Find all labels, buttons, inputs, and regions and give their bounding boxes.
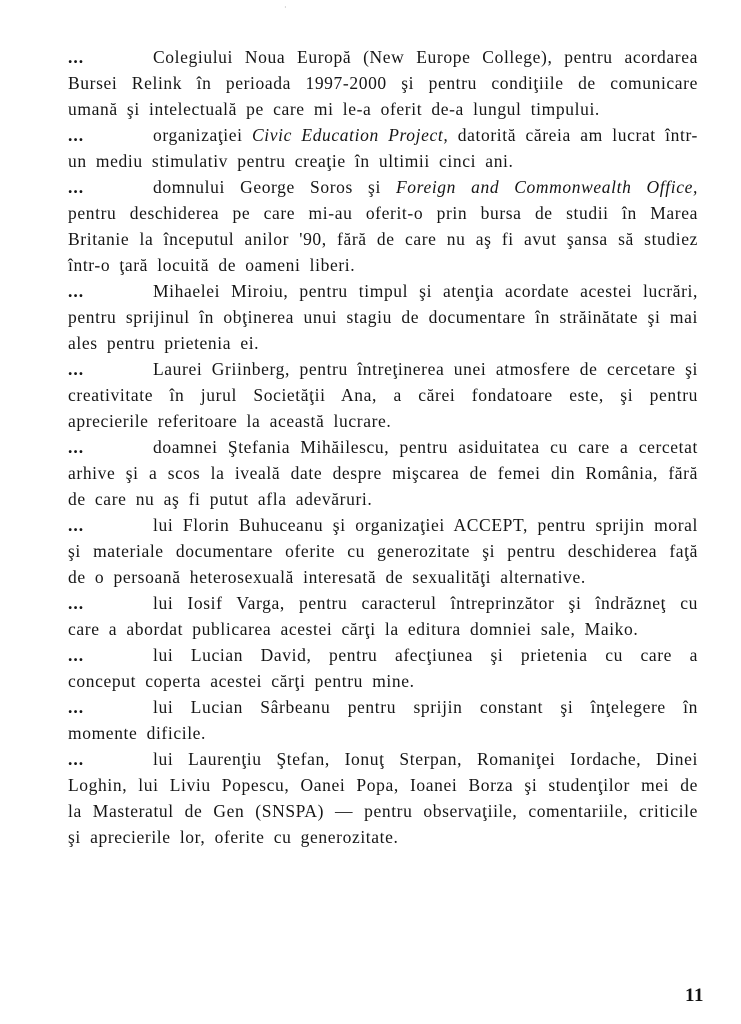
acknowledgment-paragraph (68, 44, 698, 122)
paragraph-text: lui Lucian David, pentru afecţiunea şi prietenia cu care a conceput coperta acestei cărţi pentru mine. (68, 645, 698, 691)
acknowledgment-paragraph (68, 122, 698, 174)
acknowledgment-paragraph (68, 278, 698, 356)
ellipsis-leader: ... (68, 645, 85, 665)
acknowledgments-text-block (68, 44, 698, 850)
acknowledgment-paragraph (68, 642, 698, 694)
paragraph-text: lui Laurenţiu Ştefan, Ionuţ Sterpan, Romaniţei Iordache, Dinei Loghin, lui Liviu Popescu, Oanei Popa, Ioanei Borza şi studenţilor mei de la Masteratul de Gen (SNSPA) — pentru observaţiile, comentariile, criticile şi aprecierile lor, oferite cu generozitate. (68, 749, 698, 847)
acknowledgment-paragraph (68, 356, 698, 434)
paragraph-text: datorită căreia am lucrat într-un mediu stimulativ pentru creaţie în ultimii cinci ani. (68, 125, 698, 171)
italic-phrase: Foreign and Commonwealth Office, (396, 177, 698, 197)
ellipsis-leader: ... (68, 125, 85, 145)
ellipsis-leader: ... (68, 593, 85, 613)
paragraph-text: Mihaelei Miroiu, pentru timpul şi atenţia acordate acestei lucrări, pentru sprijinul în obţinerea unui stagiu de documentare în străinătate şi mai ales pentru prietenia ei. (68, 281, 698, 353)
ellipsis-leader: ... (68, 281, 85, 301)
ellipsis-leader: ... (68, 697, 85, 717)
ellipsis-leader: ... (68, 359, 85, 379)
acknowledgment-paragraph (68, 434, 698, 512)
ellipsis-leader: ... (68, 177, 85, 197)
italic-phrase: Civic Education Project, (252, 125, 449, 145)
ellipsis-leader: ... (68, 749, 85, 769)
scan-artifact-dot: · (284, 3, 287, 12)
acknowledgment-paragraph (68, 590, 698, 642)
acknowledgment-paragraph (68, 512, 698, 590)
acknowledgment-paragraph (68, 694, 698, 746)
paragraph-text: Laurei Griinberg, pentru întreţinerea unei atmosfere de cercetare şi creativitate în jurul Societăţii Ana, a cărei fondatoare este, şi pentru aprecierile referitoare la această lucrare. (68, 359, 698, 431)
acknowledgment-paragraph (68, 174, 698, 278)
paragraph-text: lui Iosif Varga, pentru caracterul întreprinzător şi îndrăzneţ cu care a abordat publicarea acestei cărţi la editura domniei sale, Maiko. (68, 593, 698, 639)
paragraph-text: organizaţiei (153, 125, 253, 145)
acknowledgment-paragraph (68, 746, 698, 850)
paragraph-text: Colegiului Noua Europă (New Europe College), pentru acordarea Bursei Relink în perioada 1997-2000 şi pentru condiţiile de comunicare umană şi intelectuală pe care mi le-a oferit de-a lungul timpului. (68, 47, 698, 119)
ellipsis-leader: ... (68, 515, 85, 535)
paragraph-text: lui Lucian Sârbeanu pentru sprijin constant şi înţelegere în momente dificile. (68, 697, 698, 743)
paragraph-text: pentru deschiderea pe care mi-au oferit-o prin bursa de studii în Marea Britanie la începutul anilor '90, fără de care nu aş fi avut şansa să studiez într-o ţară locuită de oameni liberi. (68, 203, 698, 275)
paragraph-text: lui Florin Buhuceanu şi organizaţiei ACCEPT, pentru sprijin moral şi materiale documentare oferite cu generozitate şi pentru deschiderea faţă de o persoană heterosexuală interesată de sexualităţi alternative. (68, 515, 698, 587)
ellipsis-leader: ... (68, 437, 85, 457)
paragraph-text: doamnei Ştefania Mihăilescu, pentru asiduitatea cu care a cercetat arhive şi a scos la iveală date despre mişcarea de femei din România, fără de care nu aş fi putut afla adevăruri. (68, 437, 698, 509)
ellipsis-leader: ... (68, 47, 85, 67)
page-number: 11 (685, 985, 704, 1006)
paragraph-text: domnului George Soros şi (153, 177, 396, 197)
